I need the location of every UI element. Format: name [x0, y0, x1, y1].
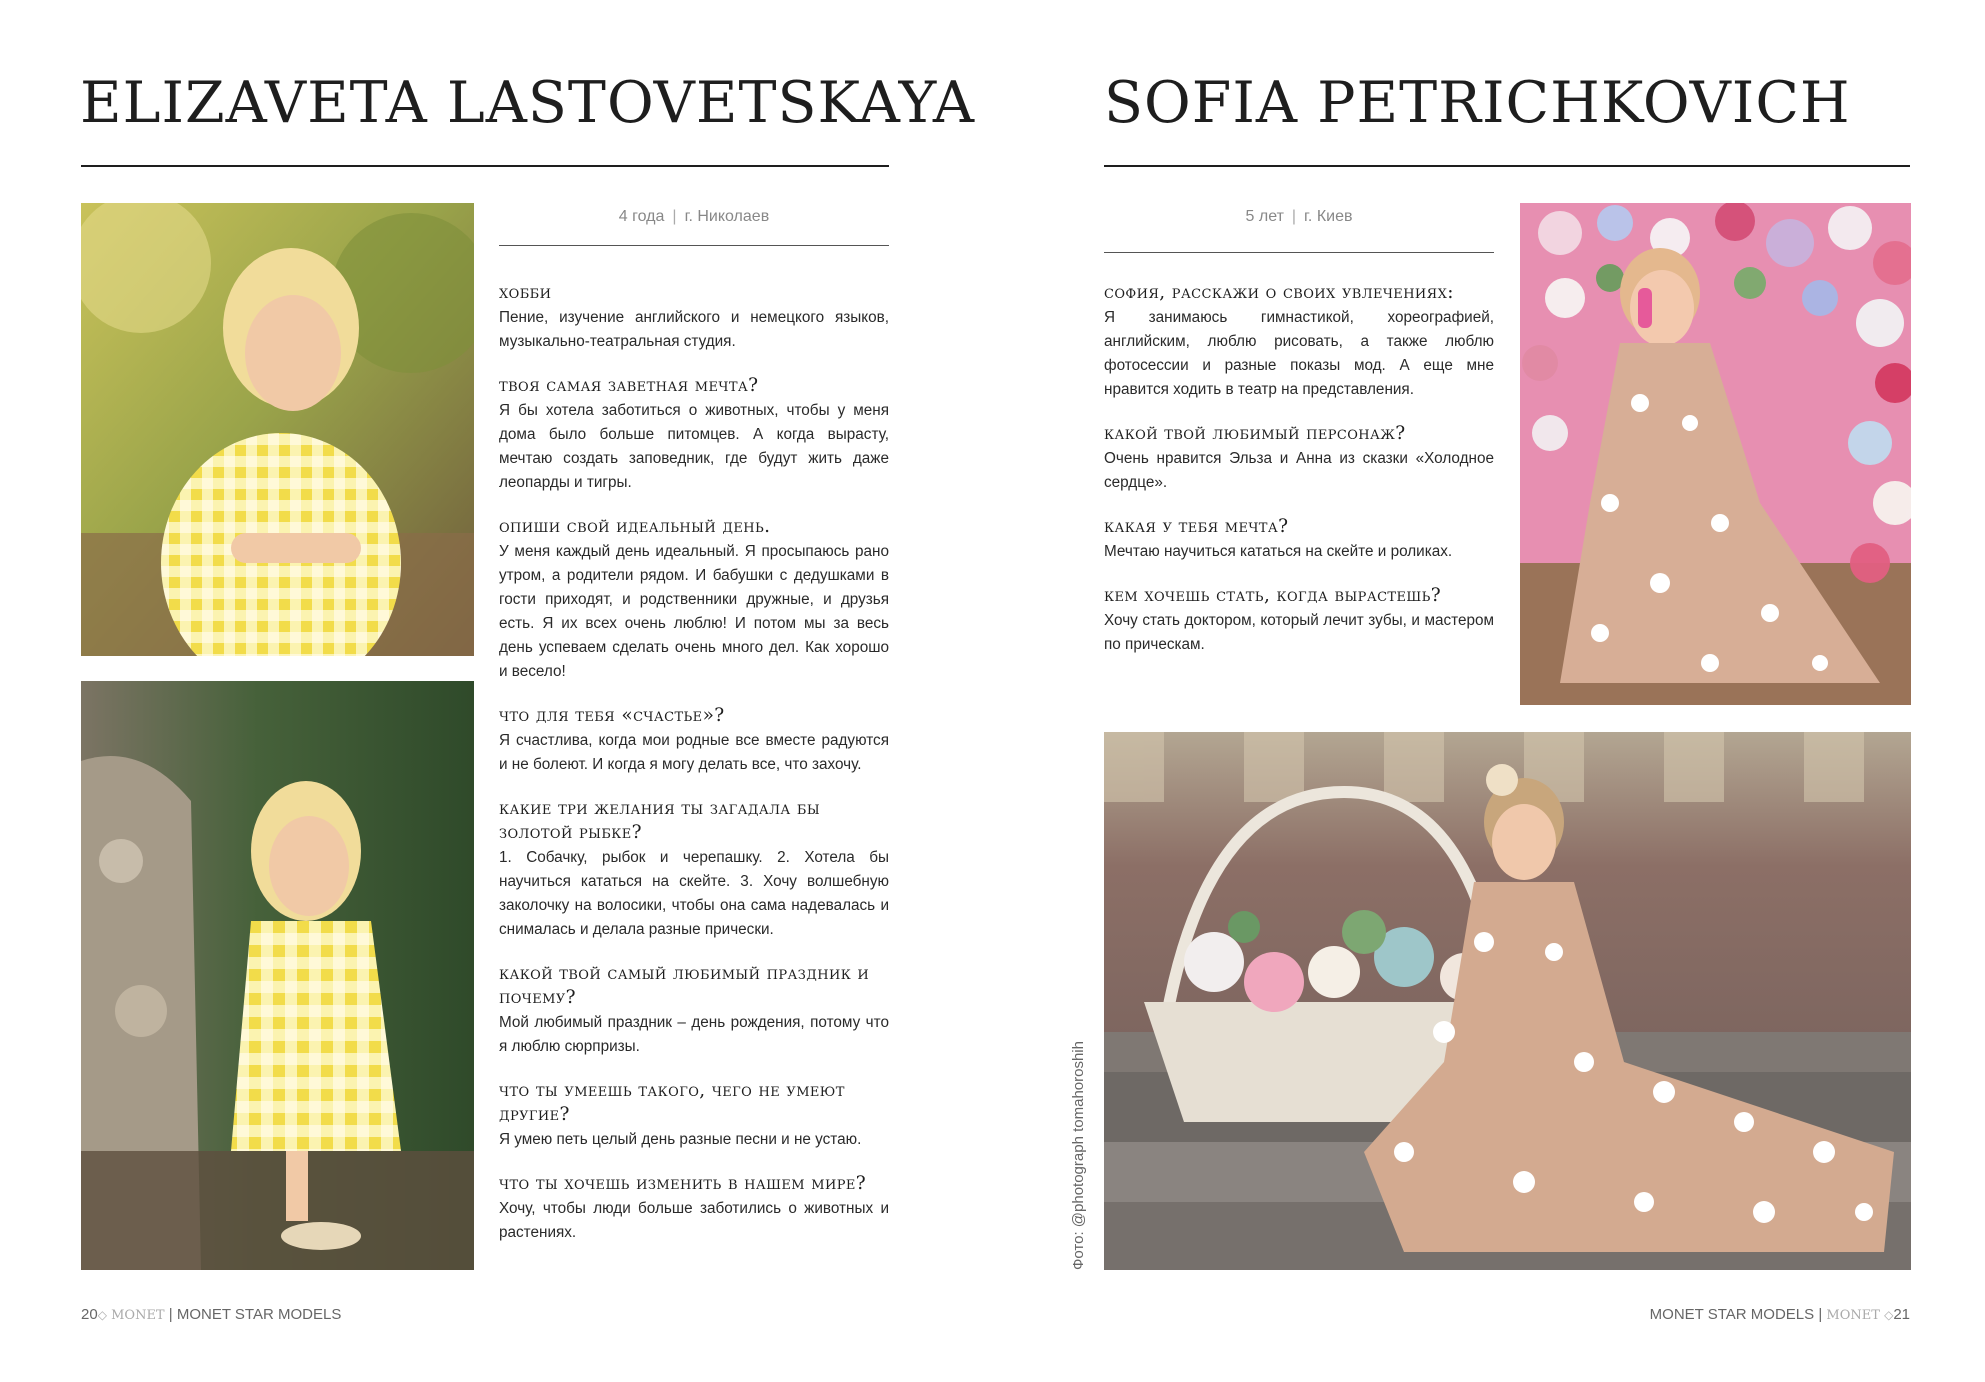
qa-item: [1104, 515, 1494, 564]
diamond-icon: ◇: [97, 1308, 107, 1322]
meta-divider: [1104, 252, 1494, 253]
question: кем хочешь стать, когда вырастешь?: [1104, 585, 1442, 606]
question: софия, расскажи о своих увлечениях:: [1104, 282, 1454, 303]
qa-item: [499, 704, 889, 777]
footer-separator: |: [1818, 1306, 1823, 1323]
answer: Я бы хотела заботиться о животных, чтобы у меня дома было больше питомцев. А когда вырасту, мечтаю создать заповедник, где будут жить даже леопарды и тигры.: [499, 402, 889, 491]
answer: Хочу, чтобы люди больше заботились о животных и растениях.: [499, 1200, 889, 1241]
interview-column: [1104, 281, 1494, 677]
age-label: 5 лет: [1245, 208, 1284, 225]
question: какая у тебя мечта?: [1104, 516, 1289, 537]
interview-column: [499, 281, 889, 1265]
page-number: 20: [81, 1306, 98, 1323]
brand-logo: MONET: [111, 1308, 165, 1323]
title-divider: [1104, 165, 1910, 167]
photo-credit: Фото: @photograph tomahoroshih: [1070, 1041, 1087, 1270]
qa-item: [499, 962, 889, 1059]
answer: Хочу стать доктором, который лечит зубы, и мастером по прическам.: [1104, 612, 1494, 653]
footer-separator: |: [168, 1306, 173, 1323]
age-city-line: [499, 208, 889, 226]
question: что ты хочешь изменить в нашем мире?: [499, 1173, 867, 1194]
portrait-photo-bottom: [81, 681, 474, 1270]
qa-item: [1104, 584, 1494, 657]
qa-item: [1104, 422, 1494, 495]
qa-item: [499, 1172, 889, 1245]
qa-item: [499, 1079, 889, 1152]
qa-item: [499, 797, 889, 942]
answer: Мой любимый праздник – день рождения, потому что я люблю сюрпризы.: [499, 1014, 889, 1055]
brand-logo: MONET: [1826, 1308, 1880, 1323]
answer: Очень нравится Эльза и Анна из сказки «Холодное сердце».: [1104, 450, 1494, 491]
question: твоя самая заветная мечта?: [499, 375, 759, 396]
city-label: г. Киев: [1304, 208, 1353, 225]
model-name-title: SOFIA PETRICHKOVICH: [1104, 70, 1851, 136]
meta-separator: |: [1291, 208, 1297, 225]
portrait-photo-flowers: [1520, 203, 1911, 705]
question: опиши свой идеальный день.: [499, 516, 771, 537]
answer: Я занимаюсь гимнастикой, хореографией, английским, люблю рисовать, а также люблю фотосессии и разные показы мод. А еще мне нравится ходить в театр на представления.: [1104, 309, 1494, 398]
magazine-label: MONET STAR MODELS: [176, 1306, 342, 1323]
age-city-line: [1104, 208, 1494, 226]
qa-item: [499, 515, 889, 684]
page-footer: [1650, 1306, 1910, 1323]
portrait-photo-top: [81, 203, 474, 656]
answer: Мечтаю научиться кататься на скейте и роликах.: [1104, 543, 1453, 560]
magazine-label: MONET STAR MODELS: [1649, 1306, 1815, 1323]
answer: У меня каждый день идеальный. Я просыпаюсь рано утром, а родители рядом. И бабушки с дедушками в гости приходят, и родственники дружные, и друзья есть. Я их всех очень люблю! И потом мы за весь день успеваем сделать очень много дел. Как хорошо и весело!: [499, 543, 889, 680]
meta-divider: [499, 245, 889, 246]
right-page: [993, 0, 1985, 1382]
diamond-icon: ◇: [1884, 1308, 1894, 1322]
qa-item: [1104, 281, 1494, 402]
qa-item: [499, 281, 889, 354]
page-footer: [81, 1306, 341, 1323]
page-number: 21: [1893, 1306, 1910, 1323]
left-page: [0, 0, 992, 1382]
answer: Пение, изучение английского и немецкого языков, музыкально-театральная студия.: [499, 309, 889, 350]
full-length-photo-steps: [1104, 732, 1911, 1270]
question: что ты умеешь такого, чего не умеют другие?: [499, 1080, 845, 1125]
city-label: г. Николаев: [684, 208, 770, 225]
question: что для тебя «счастье»?: [499, 705, 725, 726]
model-name-title: ELIZAVETA LASTOVETSKAYA: [80, 70, 976, 136]
age-label: 4 года: [618, 208, 665, 225]
answer: 1. Собачку, рыбок и черепашку. 2. Хотела бы научиться кататься на скейте. 3. Хочу волшебную заколочку на волосики, чтобы она сама надевалась и снималась и делала разные прически.: [499, 849, 889, 938]
question: какие три желания ты загадала бы золотой рыбке?: [499, 798, 821, 843]
answer: Я счастлива, когда мои родные все вместе радуются и не болеют. И когда я могу делать все, что захочу.: [499, 732, 889, 773]
answer: Я умею петь целый день разные песни и не устаю.: [499, 1131, 862, 1148]
question: хобби: [499, 282, 552, 303]
question: какой твой самый любимый праздник и почему?: [499, 963, 870, 1008]
qa-item: [499, 374, 889, 495]
title-divider: [81, 165, 889, 167]
question: какой твой любимый персонаж?: [1104, 423, 1406, 444]
meta-separator: |: [672, 208, 677, 225]
